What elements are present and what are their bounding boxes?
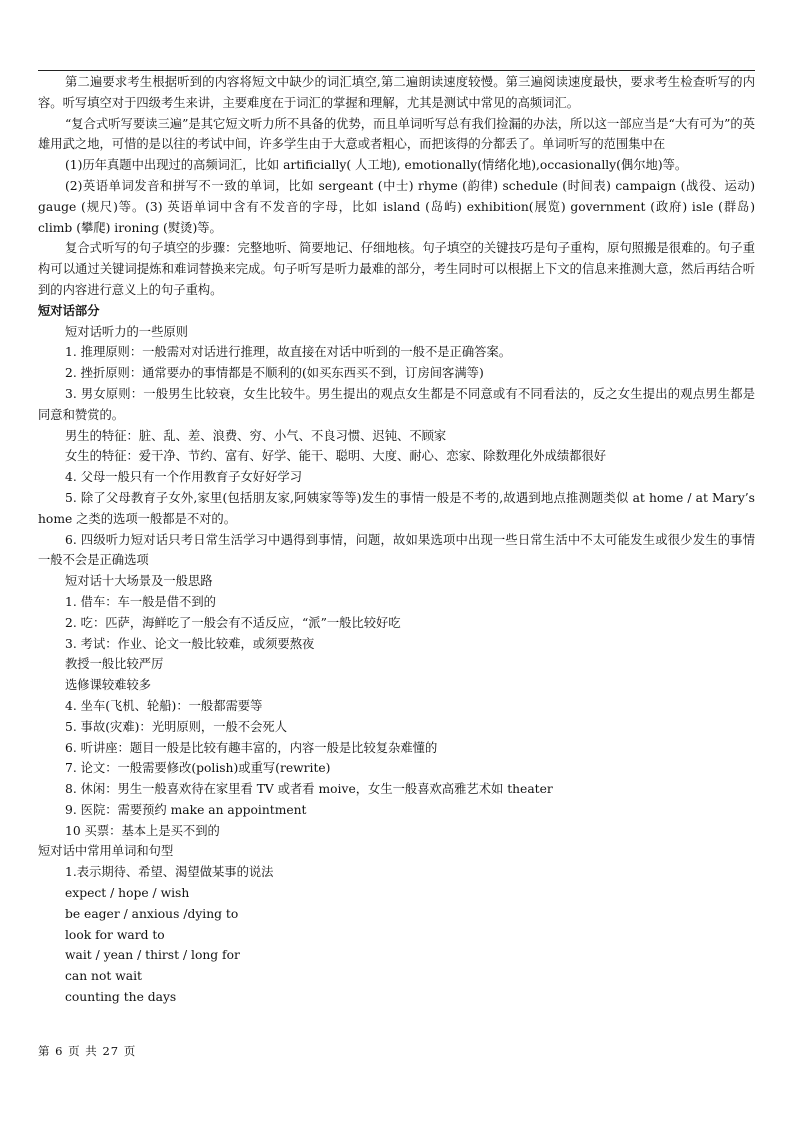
list-item: be eager / anxious /dying to xyxy=(65,906,239,921)
list-item: 5. 除了父母教育子女外,家里(包括朋友家,阿姨家等等)发生的事情一般是不考的,故遇到地点推测题类似 at home / at Mary’s home 之类的选项一般都是不对的。 xyxy=(38,490,755,526)
list-item: 3. 考试：作业、论文一般比较难，或须要熬夜 xyxy=(65,636,315,651)
paragraph: “复合式听写要读三遍”是其它短文听力所不具备的优势，而且单词听写总有我们捡漏的办法，所以这一部应当是“大有可为”的英雄用武之地，可惜的是以往的考试中间，许多学生由于大意或者粗心，而把该得的分都丢了。单词听写的范围集中在 xyxy=(38,116,755,152)
list-item: 4. 坐车(飞机、轮船)：一般都需要等 xyxy=(65,698,263,713)
section-heading: 短对话部分 xyxy=(38,303,100,318)
list-item: 5. 事故(灾难)：光明原则，一般不会死人 xyxy=(65,719,287,734)
list-item: look for ward to xyxy=(65,927,165,942)
list-item: counting the days xyxy=(65,990,177,1005)
list-item: 10 买票：基本上是买不到的 xyxy=(65,823,220,838)
list-item: 8. 休闲：男生一般喜欢待在家里看 TV 或者看 moive，女生一般喜欢高雅艺术如 theater xyxy=(65,782,553,797)
list-item: 女生的特征：爱干净、节约、富有、好学、能干、聪明、大度、耐心、恋家、除数理化外成绩都很好 xyxy=(65,449,607,464)
list-item: 1. 推理原则：一般需对对话进行推理，故直接在对话中听到的一般不是正确答案。 xyxy=(65,345,512,360)
page-footer: 第 6 页 共 27 页 xyxy=(38,1044,137,1058)
list-title: 短对话十大场景及一般思路 xyxy=(65,574,213,589)
list-item: 6. 四级听力短对话只考日常生活学习中遇得到事情，问题，故如果选项中出现一些日常生活中不太可能发生或很少发生的事情一般不会是正确选项 xyxy=(38,532,755,568)
list-item: 3. 男女原则：一般男生比较衰，女生比较牛。男生提出的观点女生都是不同意或有不同看法的，反之女生提出的观点男生都是同意和赞赏的。 xyxy=(38,386,755,422)
list-item: 7. 论文：一般需要修改(polish)或重写(rewrite) xyxy=(65,761,331,776)
document-body xyxy=(38,72,755,1008)
paragraph: 第二遍要求考生根据听到的内容将短文中缺少的词汇填空,第二遍朗读速度较慢。第三遍阅读速度最快，要求考生检查听写的内容。听写填空对于四级考生来讲，主要难度在于词汇的掌握和理解，尤其是测试中常见的高频词汇。 xyxy=(38,75,755,110)
list-item: 1.表示期待、希望、渴望做某事的说法 xyxy=(65,865,274,880)
list-item: 2. 吃：匹萨，海鲜吃了一般会有不适反应，“派”一般比较好吃 xyxy=(65,615,401,630)
header-rule xyxy=(38,70,755,71)
list-item: 6. 听讲座：题目一般是比较有趣丰富的，内容一般是比较复杂难懂的 xyxy=(65,740,438,755)
list-title: 短对话听力的一些原则 xyxy=(65,324,188,339)
list-item: 2. 挫折原则：通常要办的事情都是不顺利的(如买东西买不到，订房间客满等) xyxy=(65,366,484,381)
paragraph: (2)英语单词发音和拼写不一致的单词，比如 sergeant (中士) rhyme (韵律) schedule (时间表) campaign (战役、运动) gauge (规尺)等。(3) 英语单词中含有不发音的字母，比如 island (岛屿) exhibition(展览) government (政府) isle (群岛) climb (攀爬) ironing (熨烫)等。 xyxy=(38,178,755,235)
list-item: 男生的特征：脏、乱、差、浪费、穷、小气、不良习惯、迟钝、不顾家 xyxy=(65,428,447,443)
list-item: 1. 借车：车一般是借不到的 xyxy=(65,594,216,609)
list-title: 短对话中常用单词和句型 xyxy=(38,844,174,859)
list-item: 选修课较难较多 xyxy=(65,678,152,693)
list-item: 9. 医院：需要预约 make an appointment xyxy=(65,802,307,817)
list-item: can not wait xyxy=(65,969,142,984)
paragraph: 复合式听写的句子填空的步骤：完整地听、简要地记、仔细地核。句子填空的关键技巧是句子重构，原句照搬是很难的。句子重构可以通过关键词提炼和难词替换来完成。句子听写是听力最难的部分，考生同时可以根据上下文的信息来推测大意，然后再结合听到的内容进行意义上的句子重构。 xyxy=(38,241,755,297)
list-item: 教授一般比较严厉 xyxy=(65,657,164,672)
list-item: wait / yean / thirst / long for xyxy=(65,948,240,963)
list-item: 4. 父母一般只有一个作用教育子女好好学习 xyxy=(65,470,302,485)
paragraph: (1)历年真题中出现过的高频词汇，比如 artificially( 人工地), emotionally(情绪化地),occasionally(偶尔地)等。 xyxy=(65,158,688,173)
list-item: expect / hope / wish xyxy=(65,886,190,901)
